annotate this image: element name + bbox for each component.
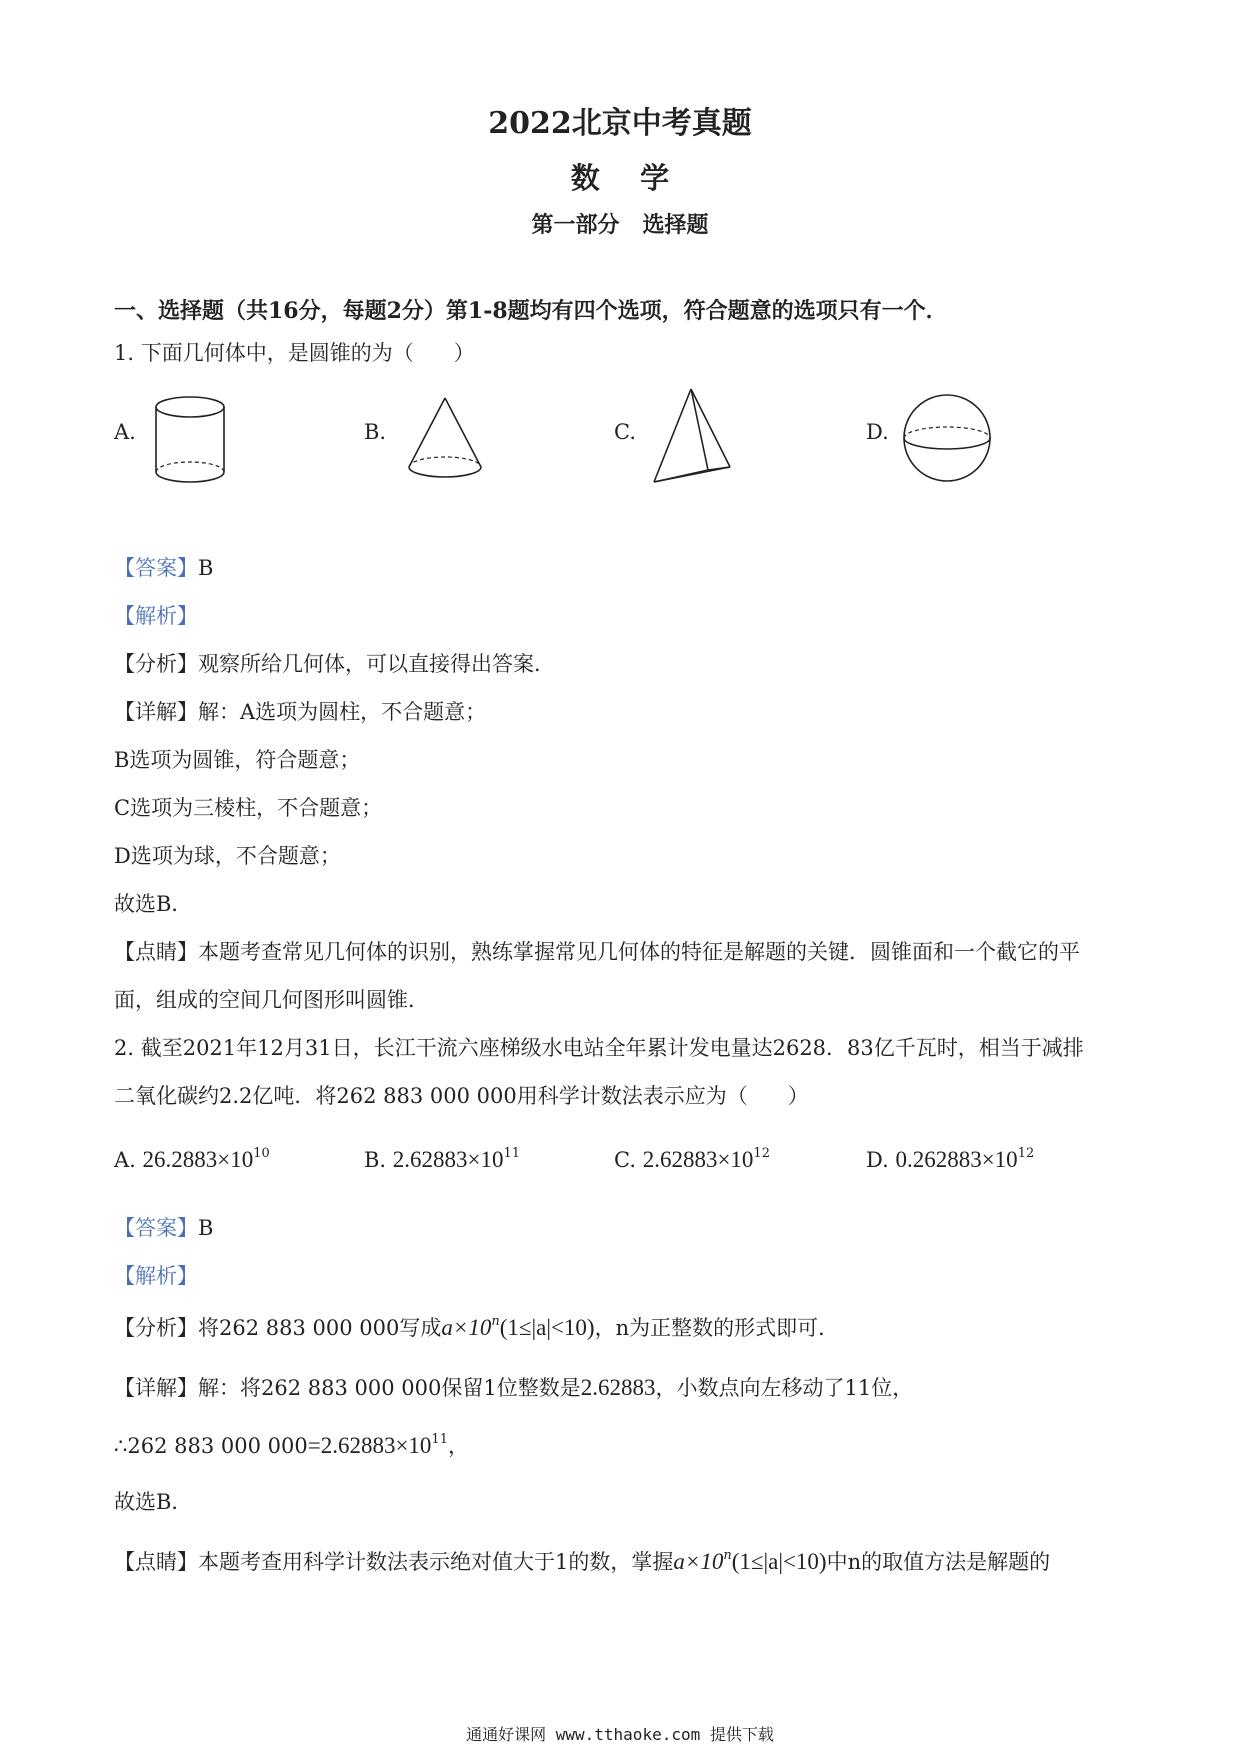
q1-c-line: C选项为三棱柱，不合题意； [114, 796, 383, 820]
option-base: 26.2883×10 [142, 1147, 254, 1172]
answer-tag: 【答案】 [114, 556, 198, 580]
q1-option-c-label: C. [614, 420, 636, 444]
q2-answer [114, 1213, 213, 1243]
dianjing-exp: n [723, 1548, 732, 1563]
q2-therefore [114, 1431, 469, 1461]
q2-option-c [614, 1145, 770, 1175]
q2-dianjing [114, 1547, 1050, 1577]
footer-text: 通通好课网 www.tthaoke.com 提供下载 [466, 1725, 774, 1744]
therefore-text: ∴262 883 000 000 [114, 1434, 308, 1458]
q1-option-d-label: D. [866, 420, 889, 444]
q1-b-line: B选项为圆锥，符合题意； [114, 748, 361, 772]
section-heading: 一、选择题（共16分，每题2分）第1-8题均有四个选项，符合题意的选项只有一个． [114, 298, 948, 324]
xiangjie-text: 【详解】解：将262 883 000 000保留1位整数是 [114, 1376, 581, 1400]
dianjing-math: a×10 [673, 1549, 724, 1574]
q1-option-b-label: B. [364, 420, 387, 444]
q2-choose: 故选B． [114, 1490, 193, 1514]
fenxi-post: ，n为正整数的形式即可． [594, 1316, 840, 1340]
option-base: 2.62883×10 [642, 1147, 754, 1172]
xiangjie-post: ，小数点向左移动了11位， [655, 1376, 914, 1400]
option-exp: 11 [503, 1146, 521, 1161]
dianjing-text: 【点睛】本题考查用科学计数法表示绝对值大于1的数，掌握 [114, 1550, 674, 1574]
option-exp: 12 [753, 1146, 770, 1161]
option-base: 0.262883×10 [895, 1147, 1018, 1172]
therefore-post: ， [447, 1434, 469, 1458]
option-label: A. [114, 1148, 136, 1172]
fenxi-cond: (1≤|a|<10) [499, 1315, 595, 1340]
sphere-icon [900, 390, 995, 490]
q2-analysis-tag: 【解析】 [114, 1264, 198, 1288]
dianjing-post: 中n的取值方法是解题的 [826, 1550, 1051, 1574]
q2-option-b [364, 1145, 520, 1175]
answer-tag: 【答案】 [114, 1216, 198, 1240]
option-label: B. [364, 1148, 387, 1172]
answer-value: B [198, 1216, 214, 1240]
option-label: C. [614, 1148, 636, 1172]
xiangjie-num: 2.62883 [580, 1375, 656, 1400]
q1-xiangjie: 【详解】解：A选项为圆柱，不合题意； [114, 700, 487, 724]
therefore-exp: 11 [431, 1432, 448, 1447]
q2-option-a [114, 1145, 270, 1175]
option-exp: 12 [1017, 1146, 1035, 1161]
answer-value: B [198, 556, 214, 580]
subject-title: 数 学 [570, 161, 670, 195]
cylinder-icon [150, 390, 230, 490]
cone-icon [405, 395, 485, 495]
q1-dianjing-1: 【点睛】本题考查常见几何体的识别，熟练掌握常见几何体的特征是解题的关键．圆锥面和一个截它的平 [114, 940, 1080, 964]
part-title: 第一部分 选择题 [531, 212, 709, 238]
q2-xiangjie [114, 1373, 913, 1403]
q2-fenxi [114, 1313, 839, 1343]
q1-analysis-tag: 【解析】 [114, 604, 198, 628]
q1-d-line: D选项为球，不合题意； [114, 844, 341, 868]
q1-option-a-label: A. [114, 420, 136, 444]
dianjing-cond: (1≤|a|<10) [731, 1549, 827, 1574]
q1-fenxi: 【分析】观察所给几何体，可以直接得出答案． [114, 652, 555, 676]
option-label: D. [866, 1148, 889, 1172]
q2-stem-2: 二氧化碳约2.2亿吨．将262 883 000 000用科学计数法表示应为（ ） [114, 1084, 809, 1108]
q1-dianjing-2: 面，组成的空间几何图形叫圆锥． [114, 988, 429, 1012]
fenxi-text: 【分析】将262 883 000 000写成 [114, 1316, 442, 1340]
pyramid-icon [648, 385, 738, 495]
therefore-math: =2.62883×10 [307, 1433, 432, 1458]
page-title: 2022北京中考真题 [488, 106, 752, 141]
option-base: 2.62883×10 [392, 1147, 504, 1172]
q1-answer [114, 553, 213, 583]
option-exp: 10 [253, 1146, 270, 1161]
q2-stem-1: 2. 截至2021年12月31日，长江干流六座梯级水电站全年累计发电量达2628．83亿千瓦时，相当于减排 [114, 1036, 1084, 1060]
fenxi-exp: n [491, 1314, 500, 1329]
fenxi-math: a×10 [441, 1315, 492, 1340]
q1-choose: 故选B． [114, 892, 193, 916]
q2-option-d [866, 1145, 1034, 1175]
q1-stem: 1. 下面几何体中，是圆锥的为（ ） [114, 341, 475, 365]
